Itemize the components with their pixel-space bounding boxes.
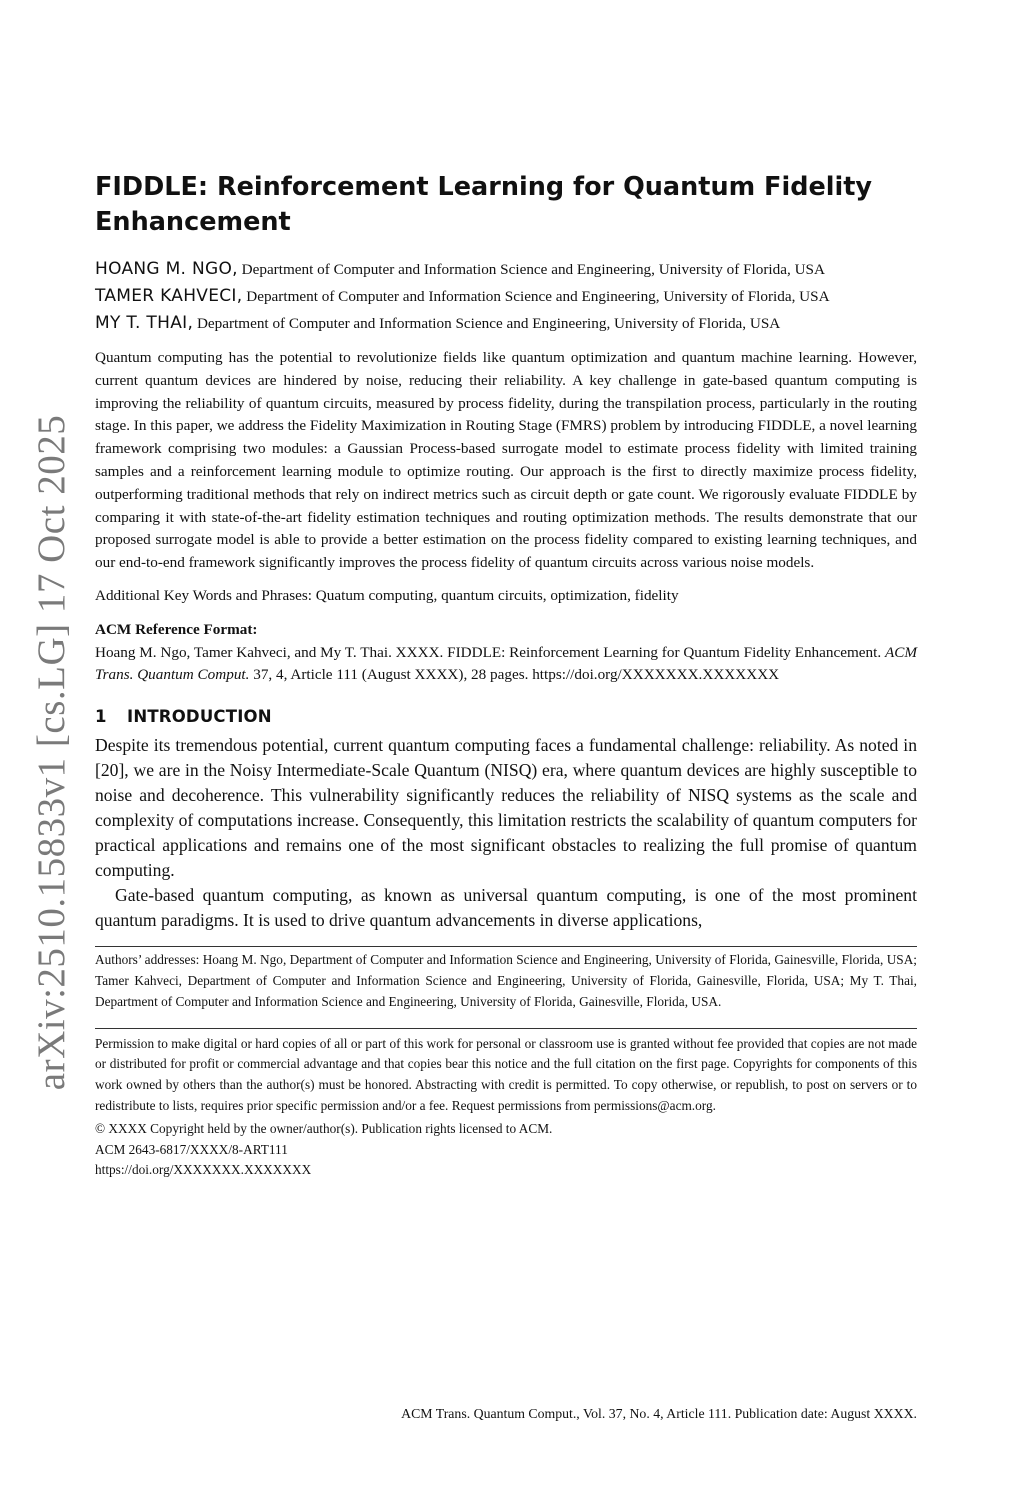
- author-name: HOANG M. NGO,: [95, 259, 238, 279]
- author-name: MY T. THAI,: [95, 313, 194, 333]
- acm-reference-details: 37, 4, Article 111 (August XXXX), 28 pages. https://doi.org/XXXXXXX.XXXXXXX: [249, 666, 780, 684]
- arxiv-side-stamp: [24, 390, 80, 1115]
- author-affiliation: Department of Computer and Information Science and Engineering, University of Florida, USA: [196, 315, 781, 332]
- footnote-divider: [95, 946, 917, 947]
- doi-link[interactable]: https://doi.org/XXXXXXX.XXXXXXX: [95, 1162, 312, 1178]
- paper-page: [95, 170, 917, 1181]
- issn-line: ACM 2643-6817/XXXX/8-ART111: [95, 1141, 288, 1157]
- author-entry: [95, 283, 917, 310]
- author-entry: [95, 310, 917, 337]
- author-affiliation: Department of Computer and Information Science and Engineering, University of Florida, USA: [241, 261, 825, 278]
- copyright-line: © XXXX Copyright held by the owner/author(s). Publication rights licensed to ACM.: [95, 1120, 553, 1136]
- permission-notice: Permission to make digital or hard copies of all or part of this work for personal or classroom use is granted without fee provided that copies are not made or distributed for profit or commercial advantage and that copies bear this notice and the full citation on the first page. Copyrights for components of this work owned by others than the author(s) must be honored. Abstracting with credit is permitted. To copy otherwise, or republish, to post on servers or to redistribute to lists, requires prior specific permission and/or a fee. Request permissions from permissions@acm.org.: [95, 1035, 917, 1113]
- abstract: Quantum computing has the potential to revolutionize fields like quantum optimization and quantum machine learning. However, current quantum devices are hindered by noise, reducing their reliability. A key challenge in gate-based quantum computing is improving the reliability of quantum circuits, measured by process fidelity, during the transpilation process, particularly in the routing stage. In this paper, we address the Fidelity Maximization in Routing Stage (FMRS) problem by introducing FIDDLE, a novel learning framework comprising two modules: a Gaussian Process-based surrogate model to estimate process fidelity with limited training samples and a reinforcement learning module to optimize routing. Our approach is the first to directly maximize process fidelity, outperforming traditional methods that rely on indirect metrics such as circuit depth or gate count. We rigorously evaluate FIDDLE by comparing it with state-of-the-art fidelity estimation techniques and routing optimization methods. The results demonstrate that our proposed surrogate model is able to provide a better estimation on the process fidelity compared to existing learning techniques, and our end-to-end framework significantly improves the process fidelity of quantum circuits across various noise models.: [95, 349, 917, 572]
- section-number: 1: [95, 707, 107, 727]
- paper-title: FIDDLE: Reinforcement Learning for Quantum Fidelity Enhancement: [95, 172, 873, 237]
- author-affiliation: Department of Computer and Information Science and Engineering, University of Florida, USA: [246, 288, 830, 305]
- acm-reference-journal: ACM Trans. Quantum Comput.: [95, 643, 917, 684]
- body-paragraph: Despite its tremendous potential, current quantum computing faces a fundamental challenge: reliability. As noted in [20], we are in the Noisy Intermediate-Scale Quantum (NISQ) era, where quantum devices are highly susceptible to noise and decoherence. This vulnerability significantly reduces the reliability of NISQ systems as the scale and complexity of computations increase. Consequently, this limitation restricts the scalability of quantum computers for practical applications and remains one of the most significant obstacles to realizing the full promise of quantum computing.: [95, 735, 917, 881]
- section-heading: [95, 705, 917, 729]
- authors-addresses: Authors’ addresses: Hoang M. Ngo, Department of Computer and Information Science and Engineering, University of Florida, Gainesville, Florida, USA; Tamer Kahveci, Department of Computer and Information Science and Engineering, University of Florida, Gainesville, Florida, USA; My T. Thai, Department of Computer and Information Science and Engineering, University of Florida, Gainesville, Florida, USA.: [95, 952, 917, 1009]
- arxiv-identifier: arXiv:2510.15833v1 [cs.LG] 17 Oct 2025: [30, 414, 74, 1091]
- page-footer: ACM Trans. Quantum Comput., Vol. 37, No. 4, Article 111. Publication date: August XXXX.: [401, 1406, 917, 1421]
- body-paragraph: Gate-based quantum computing, as known as universal quantum computing, is one of the most prominent quantum paradigms. It is used to drive quantum advancements in diverse applications,: [95, 885, 917, 931]
- keywords: Additional Key Words and Phrases: Quatum computing, quantum circuits, optimization, fidelity: [95, 586, 679, 604]
- permission-divider: [95, 1028, 917, 1029]
- acm-reference-heading: ACM Reference Format:: [95, 620, 258, 638]
- section-title: INTRODUCTION: [127, 707, 272, 727]
- author-name: TAMER KAHVECI,: [95, 286, 243, 306]
- author-entry: [95, 256, 917, 283]
- acm-reference-text: [95, 642, 917, 688]
- acm-reference-citation: Hoang M. Ngo, Tamer Kahveci, and My T. Thai. XXXX. FIDDLE: Reinforcement Learning for Quantum Fidelity Enhancement.: [95, 643, 885, 661]
